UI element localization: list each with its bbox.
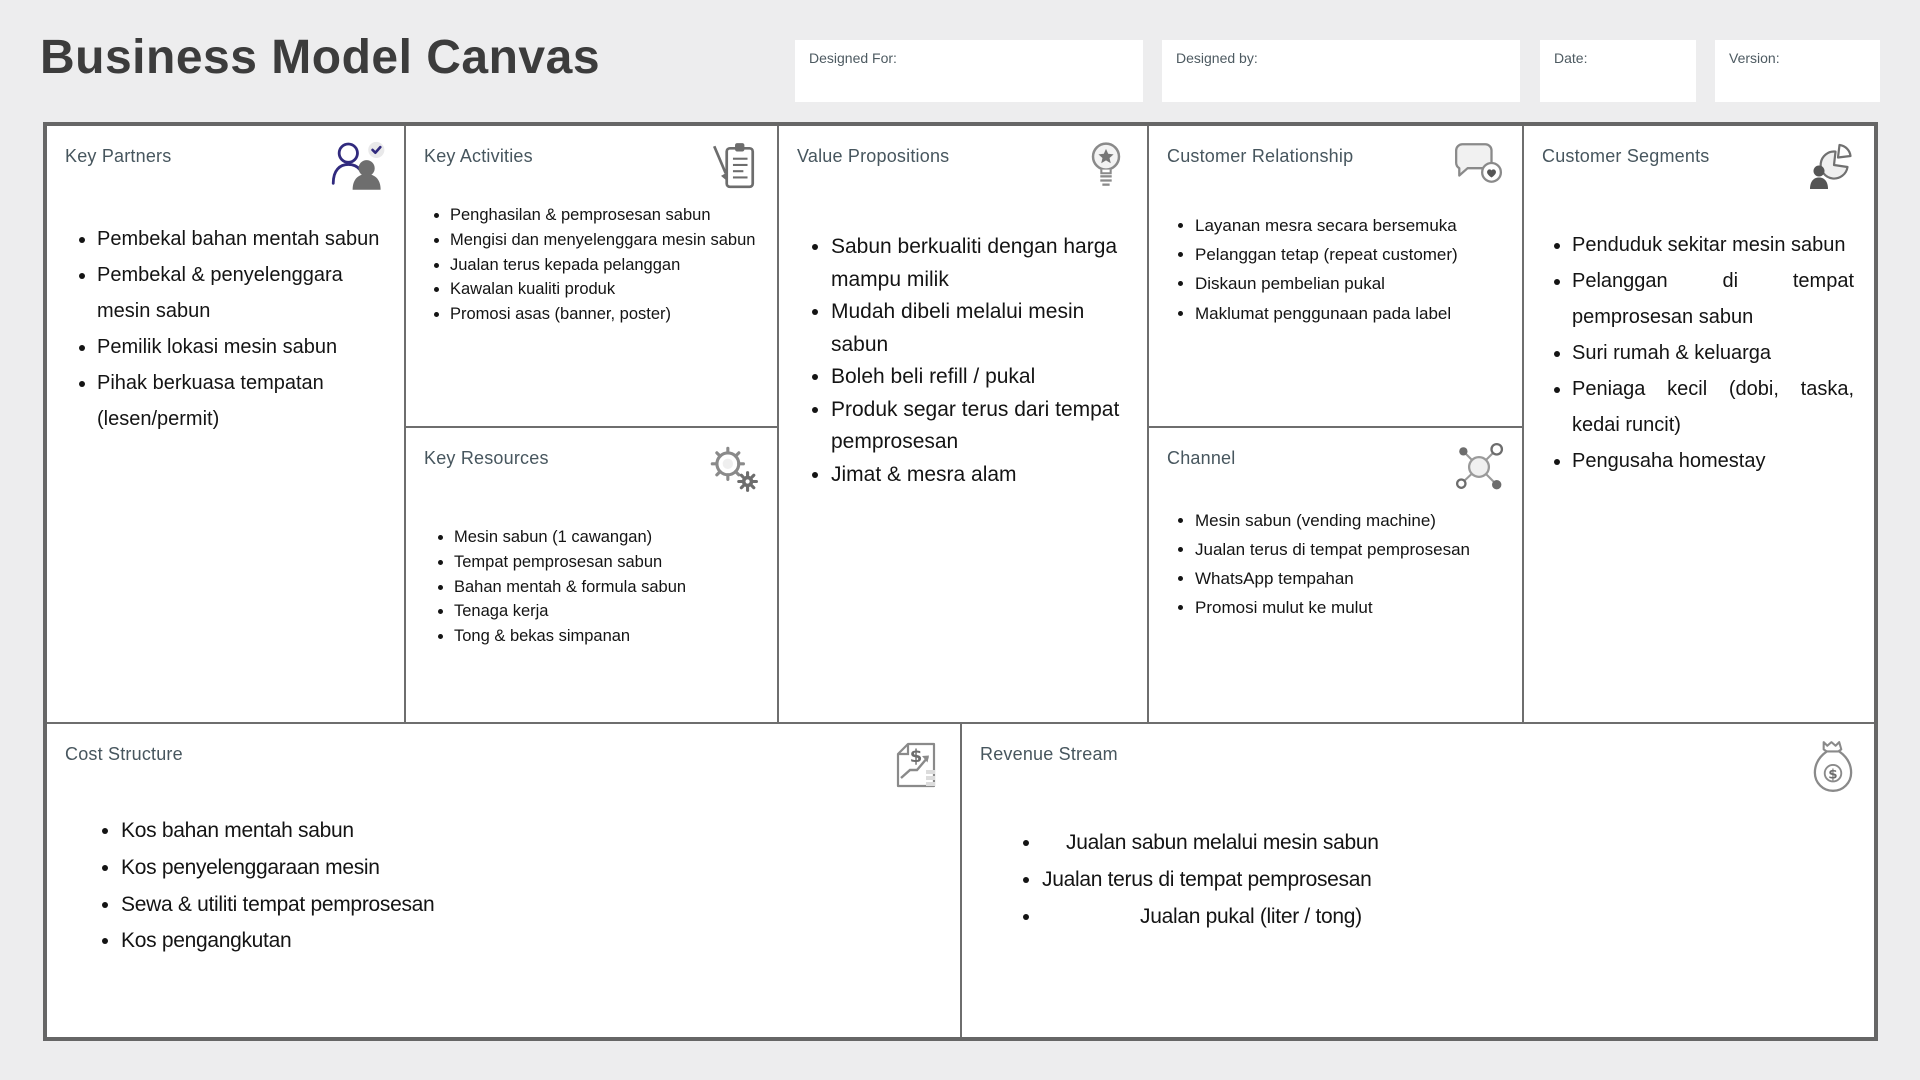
list-item: • Promosi asas (banner, poster) [450, 302, 759, 327]
list-item: • Jualan pukal (liter / tong) [1042, 899, 1858, 936]
key-activities-title: Key Activities [424, 146, 533, 166]
customer-relationship-title: Customer Relationship [1167, 146, 1354, 166]
list-item: • Mesin sabun (1 cawangan) [454, 525, 761, 550]
list-item: • Produk segar terus dari tempat pemprosesan [831, 394, 1131, 459]
designed-for-field[interactable] [795, 40, 1143, 102]
list-item: • Pelanggan tetap (repeat customer) [1195, 240, 1506, 269]
list-item: • Kos pengangkutan [121, 923, 944, 960]
list-item: • Penghasilan & pemprosesan sabun [450, 203, 759, 228]
list-item: • Diskaun pembelian pukal [1195, 269, 1506, 298]
list-item: • Mengisi dan menyelenggara mesin sabun [450, 228, 759, 253]
list-item: • Sewa & utiliti tempat pemprosesan [121, 887, 944, 924]
list-item: • Tenaga kerja [454, 599, 761, 624]
key-partners-list [65, 221, 388, 437]
key-resources-list [424, 525, 761, 649]
network-nodes-icon [1454, 442, 1504, 497]
section-channel [1149, 428, 1522, 722]
chat-heart-icon [1452, 140, 1504, 191]
revenue-stream-list [980, 825, 1858, 935]
list-item: • Boleh beli refill / pukal [831, 361, 1131, 394]
section-key-partners [47, 126, 404, 722]
list-item: • Layanan mesra secara bersemuka [1195, 211, 1506, 240]
list-item: • Tempat pemprosesan sabun [454, 550, 761, 575]
list-item: • Promosi mulut ke mulut [1195, 594, 1506, 623]
cost-structure-list [65, 813, 944, 960]
clipboard-pen-icon [709, 140, 759, 197]
value-propositions-title: Value Propositions [797, 146, 950, 166]
customer-segments-title: Customer Segments [1542, 146, 1710, 166]
list-item: • Peniaga kecil (dobi, taska, kedai runcit) [1572, 371, 1854, 443]
list-item: • Pengusaha homestay [1572, 443, 1854, 479]
customer-relationship-list [1167, 211, 1506, 328]
list-item: • Maklumat penggunaan pada label [1195, 299, 1506, 328]
customer-segments-list [1542, 227, 1858, 479]
list-item: • Jualan terus di tempat pemprosesan [1042, 862, 1858, 899]
section-cost-structure [47, 724, 960, 1037]
svg-text:$: $ [1828, 767, 1838, 783]
designed-for-label: Designed For: [809, 50, 897, 66]
cost-document-arrow-icon [890, 738, 942, 799]
key-activities-list [424, 203, 761, 327]
cost-structure-title: Cost Structure [65, 744, 183, 764]
list-item: • Kawalan kualiti produk [450, 277, 759, 302]
date-field[interactable] [1540, 40, 1696, 102]
section-revenue-stream [962, 724, 1874, 1037]
list-item: • Mudah dibeli melalui mesin sabun [831, 296, 1131, 361]
list-item: • Kos penyelenggaraan mesin [121, 850, 944, 887]
revenue-stream-title: Revenue Stream [980, 744, 1118, 764]
list-item: • Jualan terus kepada pelanggan [450, 253, 759, 278]
section-key-activities [406, 126, 777, 426]
section-value-propositions [779, 126, 1147, 722]
designed-by-label: Designed by: [1176, 50, 1258, 66]
channel-list [1167, 507, 1506, 623]
list-item: • Pemilik lokasi mesin sabun [97, 329, 388, 365]
partners-check-icon [330, 140, 386, 195]
list-item: • Suri rumah & keluarga [1572, 335, 1854, 371]
list-item: • Sabun berkualiti dengan harga mampu milik [831, 231, 1131, 296]
date-label: Date: [1554, 50, 1588, 66]
designed-by-field[interactable] [1162, 40, 1520, 102]
lightbulb-star-icon [1083, 140, 1129, 199]
pie-chart-person-icon [1806, 140, 1856, 195]
list-item: • Pelanggan di tempat pemprosesan sabun [1572, 263, 1854, 335]
version-field[interactable] [1715, 40, 1880, 102]
key-resources-title: Key Resources [424, 448, 549, 468]
section-key-resources [406, 428, 777, 722]
key-partners-title: Key Partners [65, 146, 172, 166]
list-item: • Penduduk sekitar mesin sabun [1572, 227, 1854, 263]
business-model-canvas-grid [43, 122, 1878, 1041]
svg-text:$: $ [909, 746, 923, 767]
list-item: • Bahan mentah & formula sabun [454, 575, 761, 600]
list-item: • Jualan sabun melalui mesin sabun [1042, 825, 1858, 862]
list-item: • Pembekal & penyelenggara mesin sabun [97, 257, 388, 329]
list-item: • Jualan terus di tempat pemprosesan [1195, 536, 1506, 565]
version-label: Version: [1729, 50, 1780, 66]
section-customer-relationship [1149, 126, 1522, 426]
gears-icon [705, 442, 759, 499]
list-item: • Pihak berkuasa tempatan (lesen/permit) [97, 365, 388, 437]
list-item: • Tong & bekas simpanan [454, 624, 761, 649]
list-item: • Pembekal bahan mentah sabun [97, 221, 388, 257]
list-item: • Mesin sabun (vending machine) [1195, 507, 1506, 536]
list-item: • Kos bahan mentah sabun [121, 813, 944, 850]
money-bag-icon [1810, 738, 1856, 801]
value-propositions-list [797, 231, 1131, 491]
channel-title: Channel [1167, 448, 1236, 468]
section-customer-segments [1524, 126, 1874, 722]
page-title: Business Model Canvas [40, 31, 601, 84]
list-item: • Jimat & mesra alam [831, 459, 1131, 492]
list-item: • WhatsApp tempahan [1195, 565, 1506, 594]
